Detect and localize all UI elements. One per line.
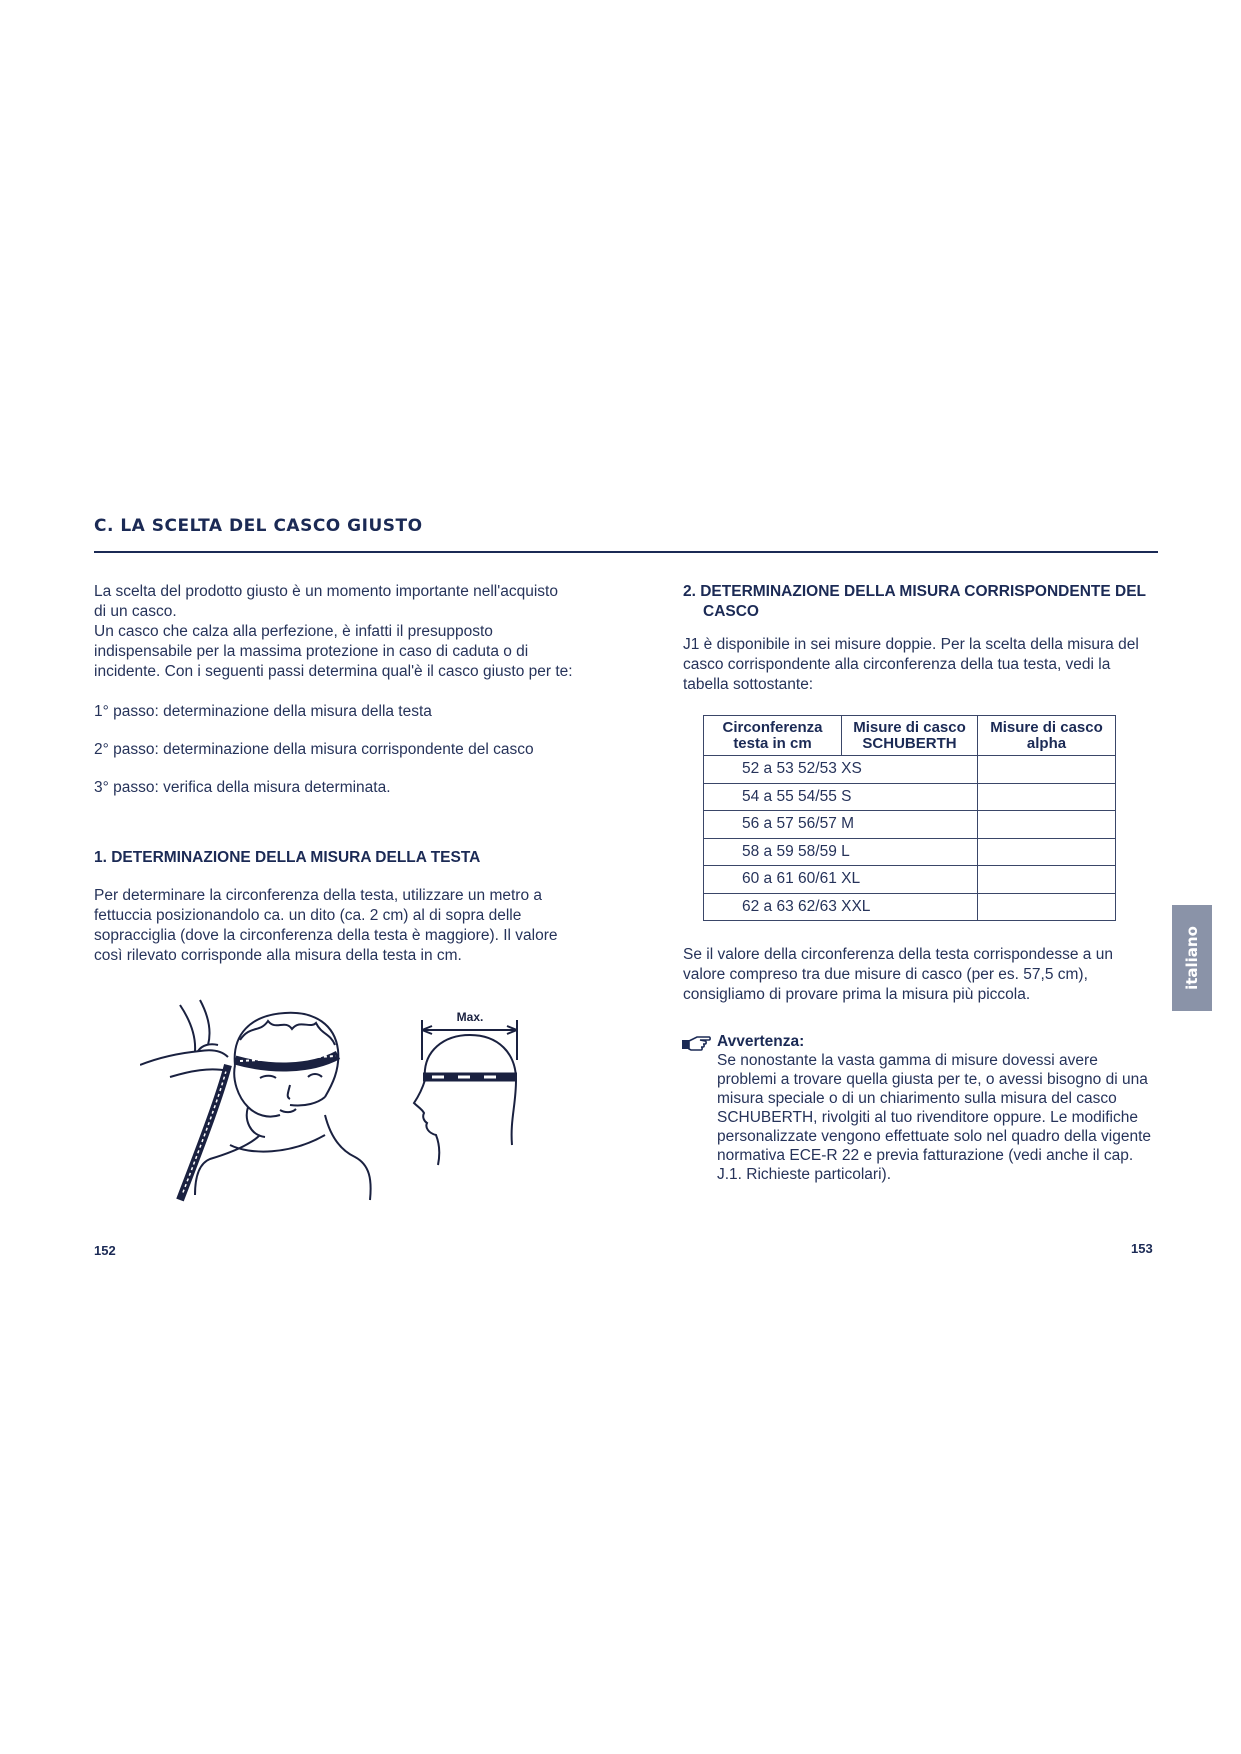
schuberth-size: XXL [841,897,871,915]
size-cell [704,811,978,839]
title-divider [94,551,1158,553]
table-row [704,838,1116,866]
intro-paragraph-1: La scelta del prodotto giusto è un momento importante nell'acquisto di un casco. [94,583,558,620]
language-tab-label: italiano [1183,926,1202,990]
note-title: Avvertenza: [717,1033,805,1050]
language-tab [1172,905,1212,1011]
circumference-value: 58 a 59 58/59 [742,842,837,860]
alpha-size [978,811,1116,839]
schuberth-size: L [841,842,850,860]
alpha-size [978,866,1116,894]
size-table [703,715,1116,921]
warning-note [717,1032,1157,1184]
size-cell [704,783,978,811]
right-column [683,582,1153,695]
alpha-size [978,783,1116,811]
intro-paragraph-2: Un casco che calza alla perfezione, è infatti il presupposto indispensabile per la massima protezione in caso di caduta o di incidente. Con i seguenti passi determina qual'è il casco giusto per te: [94,623,573,680]
after-table-column [683,945,1153,1005]
left-column [94,582,574,966]
after-table-text: Se il valore della circonferenza della testa corrispondesse a un valore compreso tra due misure di casco (per es. 57,5 cm), consigliamo di provare prima la misura più piccola. [683,946,1113,1003]
table-row [704,811,1116,839]
column-header-alpha: Misure di casco alpha [978,716,1116,756]
size-cell [704,866,978,894]
head-profile-drawing [414,1010,517,1165]
section-2-heading-line-1: 2. DETERMINAZIONE DELLA MISURA CORRISPONDENTE DEL [683,583,1147,600]
page-title: C. LA SCELTA DEL CASCO GIUSTO [94,516,423,536]
table-row [704,783,1116,811]
max-label: Max. [456,1010,484,1024]
schuberth-size: M [841,815,855,833]
circumference-value: 52 a 53 52/53 [742,760,837,778]
schuberth-size: S [841,787,852,805]
note-text: Se nonostante la vasta gamma di misure dovessi avere problemi a trovare quella giusta per te, o avessi bisogno di una misura speciale o di un chiarimento sulla misura del casco SCHUBERTH, rivolgiti al tuo rivenditore oppure. Le modifiche personalizzate vengono effettuate solo nel quadro della vigente normativa ECE-R 22 e previa fatturazione (vedi anche il cap. J.1. Richieste particolari). [717,1052,1152,1183]
page-number-left: 152 [94,1243,116,1258]
head-measurement-illustration [140,985,530,1205]
section-2-text: J1 è disponibile in sei misure doppie. Per la scelta della misura del casco corrispondente alla circonferenza della tua testa, vedi la tabella sottostante: [683,636,1139,693]
schuberth-size: XS [841,760,862,778]
alpha-size [978,838,1116,866]
table-row [704,866,1116,894]
alpha-size [978,893,1116,921]
section-1-text: Per determinare la circonferenza della testa, utilizzare un metro a fettuccia posizionandolo ca. un dito (ca. 2 cm) al di sopra delle sopracciglia (dove la circonferenza della testa è maggiore). Il valore così rilevato corrisponde alla misura della testa in cm. [94,887,558,964]
circumference-value: 54 a 55 54/55 [742,787,837,805]
step-2: 2° passo: determinazione della misura corrispondente del casco [94,741,534,758]
pointing-hand-icon [681,1035,711,1053]
section-1-heading: 1. DETERMINAZIONE DELLA MISURA DELLA TESTA [94,849,481,866]
circumference-value: 56 a 57 56/57 [742,815,837,833]
table-row [704,756,1116,784]
size-cell [704,756,978,784]
page-number-right: 153 [1131,1241,1153,1256]
measuring-head-drawing [140,1000,371,1200]
step-3: 3° passo: verifica della misura determinata. [94,779,391,796]
circumference-value: 60 a 61 60/61 [742,870,837,888]
size-table-header-row [704,716,1116,756]
schuberth-size: XL [841,870,861,888]
section-2-heading-line-2: CASCO [703,603,759,620]
section-2-heading [683,582,1153,622]
column-header-schuberth: Misure di casco SCHUBERTH [842,716,978,756]
circumference-value: 62 a 63 62/63 [742,897,837,915]
size-cell [704,893,978,921]
table-row [704,893,1116,921]
step-1: 1° passo: determinazione della misura della testa [94,703,432,720]
column-header-circumference: Circonferenza testa in cm [704,716,842,756]
size-cell [704,838,978,866]
alpha-size [978,756,1116,784]
